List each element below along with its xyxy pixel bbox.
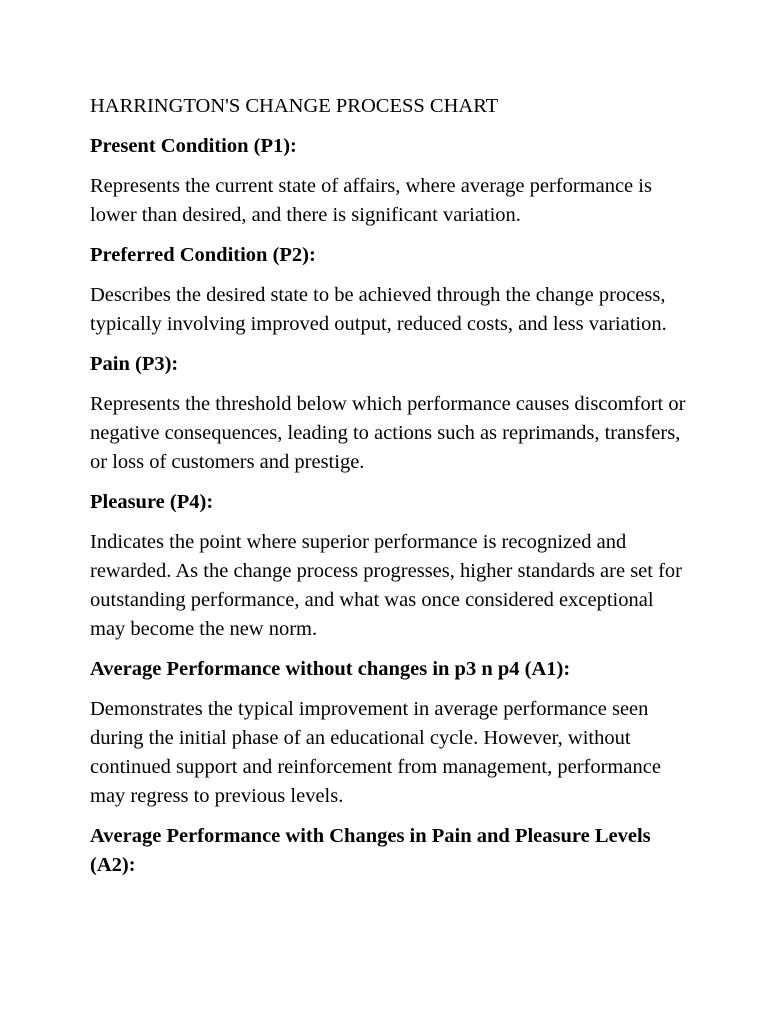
section-body: Describes the desired state to be achieved through the change process, typically involving improved output, reduced costs, and less variation.	[90, 284, 667, 335]
section-preferred-condition	[90, 241, 690, 339]
section-average-performance-a1	[90, 655, 690, 811]
section-heading: Average Performance without changes in p3 n p4 (A1):	[90, 658, 571, 680]
section-heading: Pleasure (P4):	[90, 491, 214, 513]
document-title: HARRINGTON'S CHANGE PROCESS CHART	[90, 95, 499, 117]
section-heading: Pain (P3):	[90, 353, 179, 375]
document-page	[90, 92, 690, 891]
section-heading: Present Condition (P1):	[90, 135, 297, 157]
section-body: Represents the threshold below which performance causes discomfort or negative consequences, leading to actions such as reprimands, transfers, or loss of customers and prestige.	[90, 393, 686, 473]
section-pain	[90, 350, 690, 477]
section-heading: Preferred Condition (P2):	[90, 244, 316, 266]
section-body: Represents the current state of affairs, where average performance is lower than desired, and there is significant variation.	[90, 175, 652, 226]
section-body: Indicates the point where superior performance is recognized and rewarded. As the change process progresses, higher standards are set for outstanding performance, and what was once considered exceptional may become the new norm.	[90, 531, 683, 640]
section-heading: Average Performance with Changes in Pain and Pleasure Levels (A2):	[90, 825, 651, 876]
section-body: Demonstrates the typical improvement in average performance seen during the initial phase of an educational cycle. However, without continued support and reinforcement from management, performance may regress to previous levels.	[90, 698, 661, 807]
section-present-condition	[90, 132, 690, 230]
section-average-performance-a2	[90, 822, 690, 880]
section-pleasure	[90, 488, 690, 644]
